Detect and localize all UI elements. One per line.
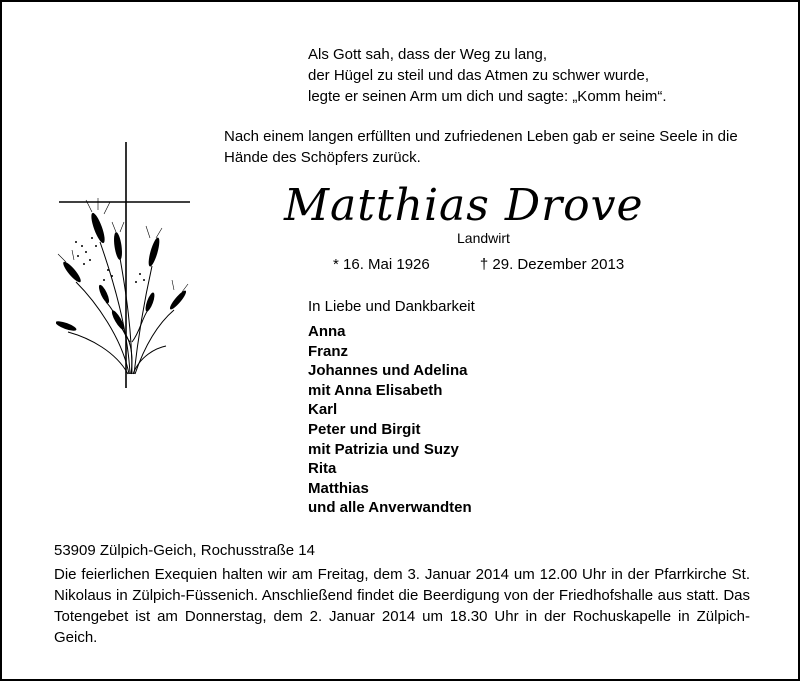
memorial-poem [308,44,667,107]
family-member: Peter und Birgit [308,420,421,438]
family-member: Johannes und Adelina [308,362,468,380]
family-list [308,322,472,518]
deceased-name: Matthias Drove [284,180,644,231]
intro-text: Nach einem langen erfüllten und zufriedenen Leben gab er seine Seele in die Hände des Schöpfers zurück. [224,128,738,166]
family-member: Franz [308,342,349,360]
deceased-occupation: Landwirt [457,230,510,246]
mourning-intro: In Liebe und Dankbarkeit [308,298,475,315]
family-member: Rita [308,460,337,478]
life-dates [333,256,624,273]
funeral-details: Die feierlichen Exequien halten wir am Freitag, dem 3. Januar 2014 um 12.00 Uhr in der Pfarrkirche St. Nikolaus in Zülpich-Füssenich. Anschließend findet die Beerdigung von der Friedhofshalle aus statt. Das Totengebet ist am Donnerstag, dem 2. Januar 2014 um 18.30 Uhr in der Rochuskapelle in Zülpich-Geich. [54,566,750,646]
family-member: Matthias [308,479,369,497]
family-member: mit Anna Elisabeth [308,381,443,399]
poem-line: Als Gott sah, dass der Weg zu lang, [308,46,548,63]
death-date: † 29. Dezember 2013 [479,256,625,273]
birth-date: * 16. Mai 1926 [333,256,430,273]
poem-line: der Hügel zu steil und das Atmen zu schwer wurde, [308,67,650,84]
mourning-address: 53909 Zülpich-Geich, Rochusstraße 14 [54,542,315,559]
family-member: mit Patrizia und Suzy [308,440,459,458]
cross-with-wheat-icon [56,142,194,390]
family-member: Karl [308,401,338,419]
poem-line: legte er seinen Arm um dich und sagte: „Komm heim“. [308,88,667,105]
family-member: und alle Anverwandten [308,499,472,517]
family-member: Anna [308,323,346,340]
